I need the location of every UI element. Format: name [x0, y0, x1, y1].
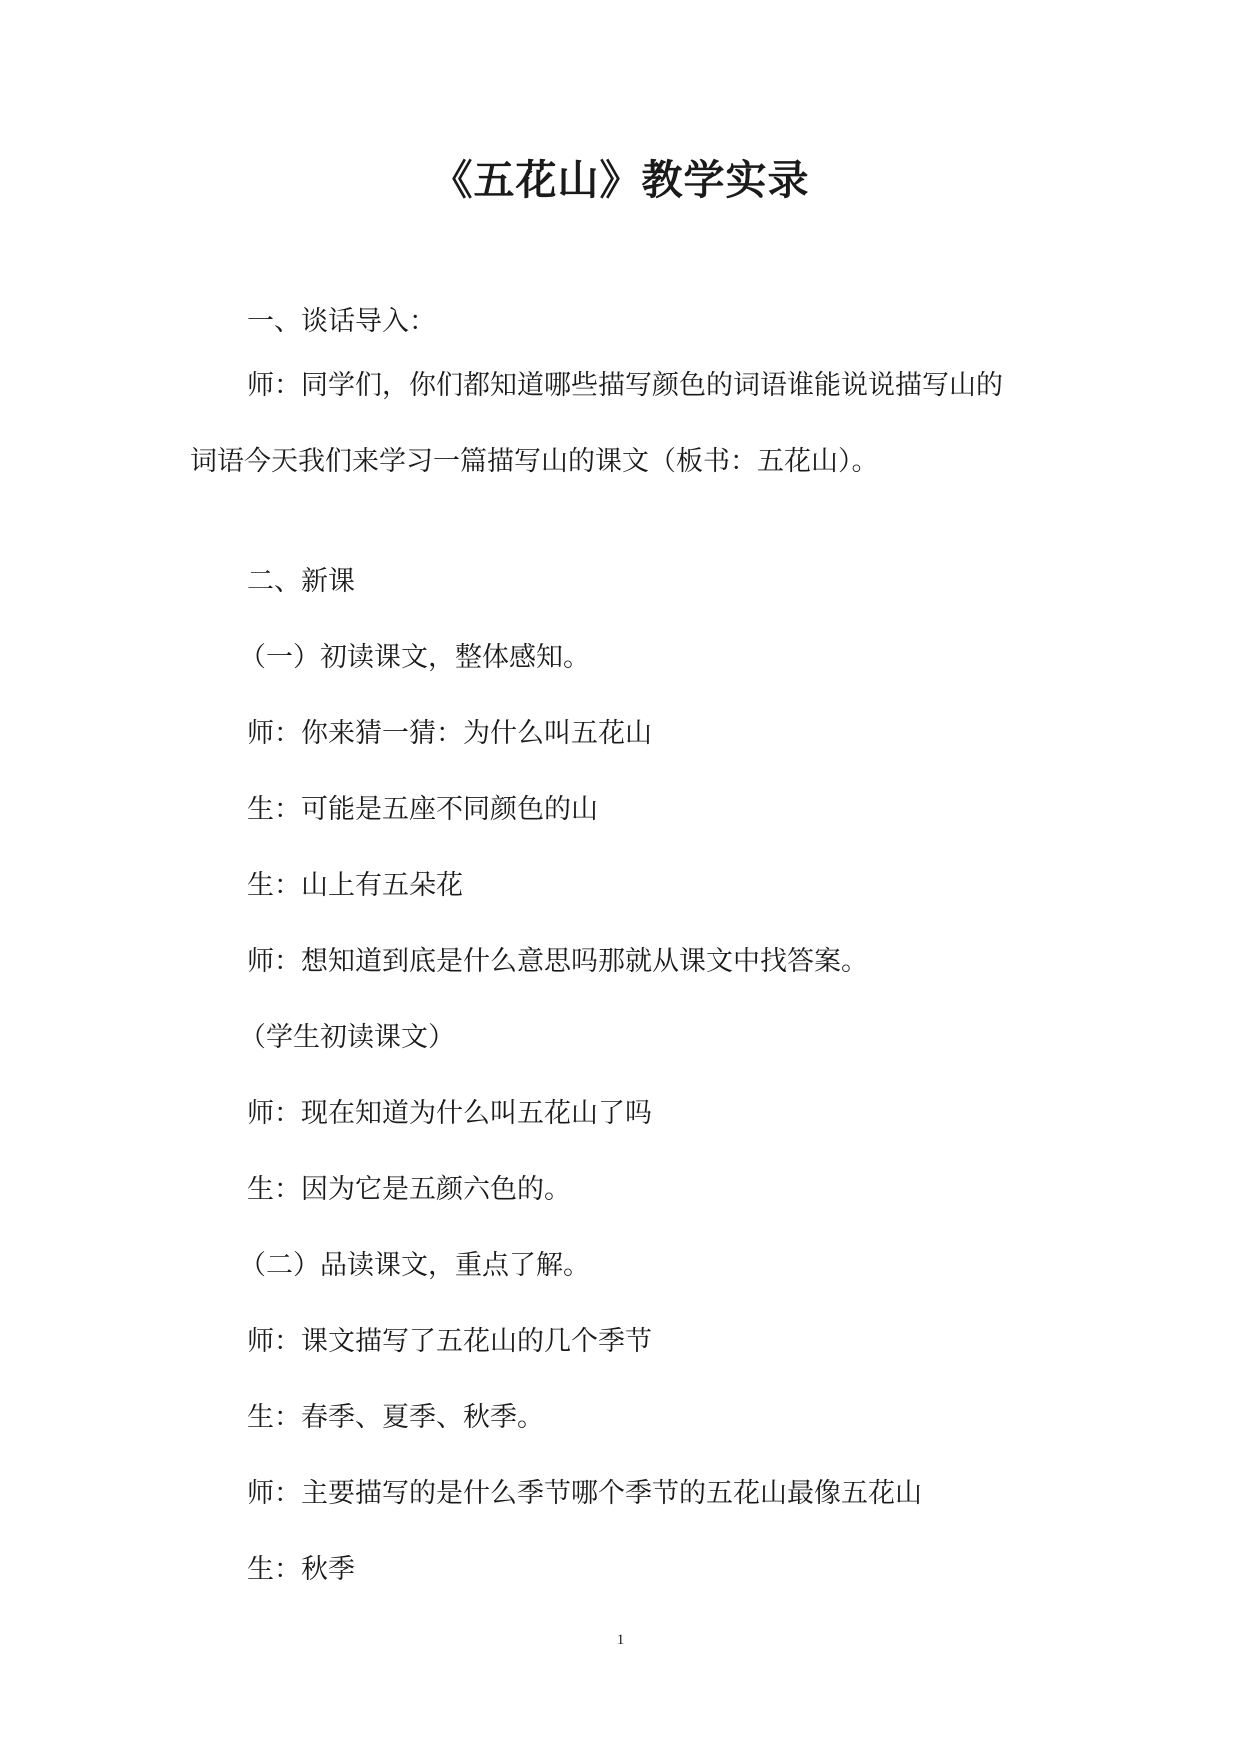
paragraph-subsection-heading: （二）品读课文，重点了解。 [239, 1250, 590, 1281]
document-title: 《五花山》教学实录 [431, 156, 810, 204]
paragraph-line: 师：同学们，你们都知道哪些描写颜色的词语谁能说说描写山的 [247, 370, 1003, 401]
paragraph-dialogue: 生：秋季 [247, 1554, 355, 1585]
paragraph-dialogue: 生：因为它是五颜六色的。 [247, 1174, 571, 1205]
paragraph-stage-direction: （学生初读课文） [239, 1022, 455, 1053]
paragraph-line: 词语今天我们来学习一篇描写山的课文（板书：五花山）。 [190, 446, 879, 477]
paragraph-dialogue: 师：你来猜一猜：为什么叫五花山 [247, 718, 652, 749]
paragraph-section-heading: 二、新课 [247, 566, 355, 597]
paragraph-teacher-intro [190, 366, 1070, 482]
paragraph-dialogue: 师：课文描写了五花山的几个季节 [247, 1326, 652, 1357]
paragraph-subsection-heading: （一）初读课文，整体感知。 [239, 642, 590, 673]
paragraph-dialogue: 师：想知道到底是什么意思吗那就从课文中找答案。 [247, 946, 868, 977]
page-number: 1 [616, 1632, 625, 1648]
paragraph-dialogue: 师：主要描写的是什么季节哪个季节的五花山最像五花山 [247, 1478, 922, 1509]
paragraph-dialogue: 生：可能是五座不同颜色的山 [247, 794, 598, 825]
paragraph-dialogue: 师：现在知道为什么叫五花山了吗 [247, 1098, 652, 1129]
paragraph-dialogue: 生：春季、夏季、秋季。 [247, 1402, 544, 1433]
paragraph-section-heading: 一、谈话导入： [247, 306, 436, 337]
paragraph-dialogue: 生：山上有五朵花 [247, 870, 463, 901]
